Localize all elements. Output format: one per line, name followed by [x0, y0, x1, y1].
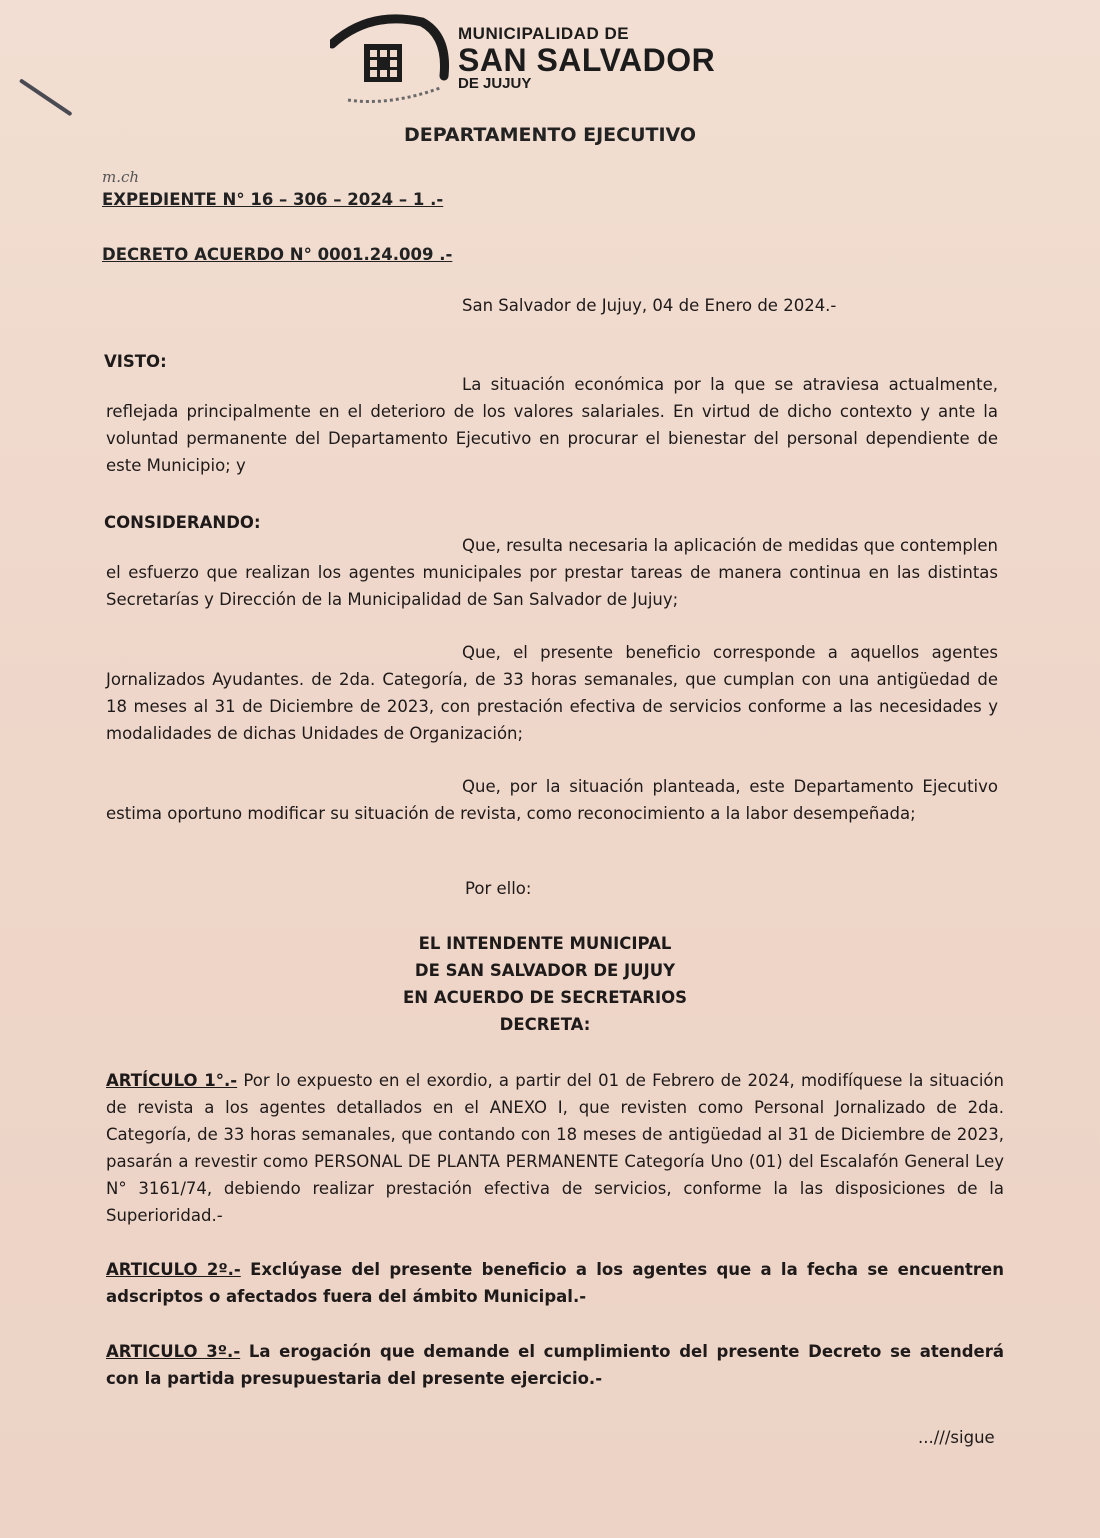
initials: m.ch: [102, 168, 140, 186]
por-ello: Por ello:: [465, 879, 532, 898]
considerando-paragraph-3: [106, 773, 998, 827]
article-3-heading: ARTICULO 3º.-: [106, 1342, 241, 1361]
article-2-text: Exclúyase del presente beneficio a los agentes que a la fecha se encuentren adscriptos o afectados fuera del ámbito Municipal.-: [106, 1260, 1004, 1306]
authority-line-4: DECRETA:: [499, 1015, 591, 1034]
logo-line1: MUNICIPALIDAD DE: [458, 24, 630, 43]
visto-paragraph: [106, 371, 998, 479]
visto-title: VISTO:: [104, 352, 167, 371]
article-1-text: Por lo expuesto en el exordio, a partir del 01 de Febrero de 2024, modifíquese la situación de revista a los agentes detallados en el ANEXO I, que revisten como Personal Jornalizado de 2da. Categoría, de 33 horas semanales, que contando con 18 meses de antigüedad al 31 de Diciembre de 2023, pasarán a revestir como PERSONAL DE PLANTA PERMANENTE Categoría Uno (01) del Escalafón General Ley N° 3161/74, debiendo realizar prestación efectiva de servicios, conforme la las disposiciones de la Superioridad.-: [106, 1071, 1004, 1225]
considerando-text-2: Que, el presente beneficio corresponde a aquellos agentes Jornalizados Ayudantes. de 2da. Categoría, de 33 horas semanales, que cumplan con una antigüedad de 18 meses al 31 de Diciembre de 2023, con prestación efectiva de servicios conforme a las necesidades y modalidades de dichas Unidades de Organización;: [106, 643, 998, 743]
article-3-text: La erogación que demande el cumplimiento del presente Decreto se atenderá con la partida presupuestaria del presente ejercicio.-: [106, 1342, 1004, 1388]
logo-text: [458, 24, 715, 92]
municipality-logo: [330, 14, 460, 114]
authority-line-1: EL INTENDENTE MUNICIPAL: [418, 934, 672, 953]
considerando-paragraph-1: [106, 532, 998, 613]
authority-line-3: EN ACUERDO DE SECRETARIOS: [403, 988, 687, 1007]
considerando-text-1: Que, resulta necesaria la aplicación de medidas que contemplen el esfuerzo que realizan los agentes municipales por prestar tareas de manera continua en las distintas Secretarías y Dirección de la Municipalidad de San Salvador de Jujuy;: [106, 536, 998, 609]
article-1: [106, 1067, 1004, 1229]
date-line: San Salvador de Jujuy, 04 de Enero de 2024.-: [462, 296, 837, 315]
authority-line-2: DE SAN SALVADOR DE JUJUY: [414, 961, 676, 980]
article-1-heading: ARTÍCULO 1°.-: [106, 1071, 238, 1090]
considerando-title: CONSIDERANDO:: [104, 513, 261, 532]
expediente-number: EXPEDIENTE N° 16 – 306 – 2024 – 1 .-: [102, 190, 444, 209]
article-2: [106, 1256, 1004, 1310]
logo-line3: DE JUJUY: [458, 75, 532, 92]
article-2-heading: ARTICULO 2º.-: [106, 1260, 241, 1279]
decreto-number: DECRETO ACUERDO N° 0001.24.009 .-: [102, 245, 453, 264]
considerando-paragraph-2: [106, 639, 998, 747]
visto-text: La situación económica por la que se atraviesa actualmente, reflejada principalmente en el deterioro de los valores salariales. En virtud de dicho contexto y ante la voluntad permanente del Departamento Ejecutivo en procurar el bienestar del personal dependiente de este Municipio; y: [106, 375, 998, 475]
logo-line2: SAN SALVADOR: [458, 42, 716, 78]
continues-marker: ...///sigue: [918, 1428, 995, 1447]
article-3: [106, 1338, 1004, 1392]
staple: [19, 78, 73, 116]
considerando-text-3: Que, por la situación planteada, este Departamento Ejecutivo estima oportuno modificar su situación de revista, como reconocimiento a la labor desempeñada;: [106, 777, 998, 823]
department-title: DEPARTAMENTO EJECUTIVO: [404, 124, 697, 146]
